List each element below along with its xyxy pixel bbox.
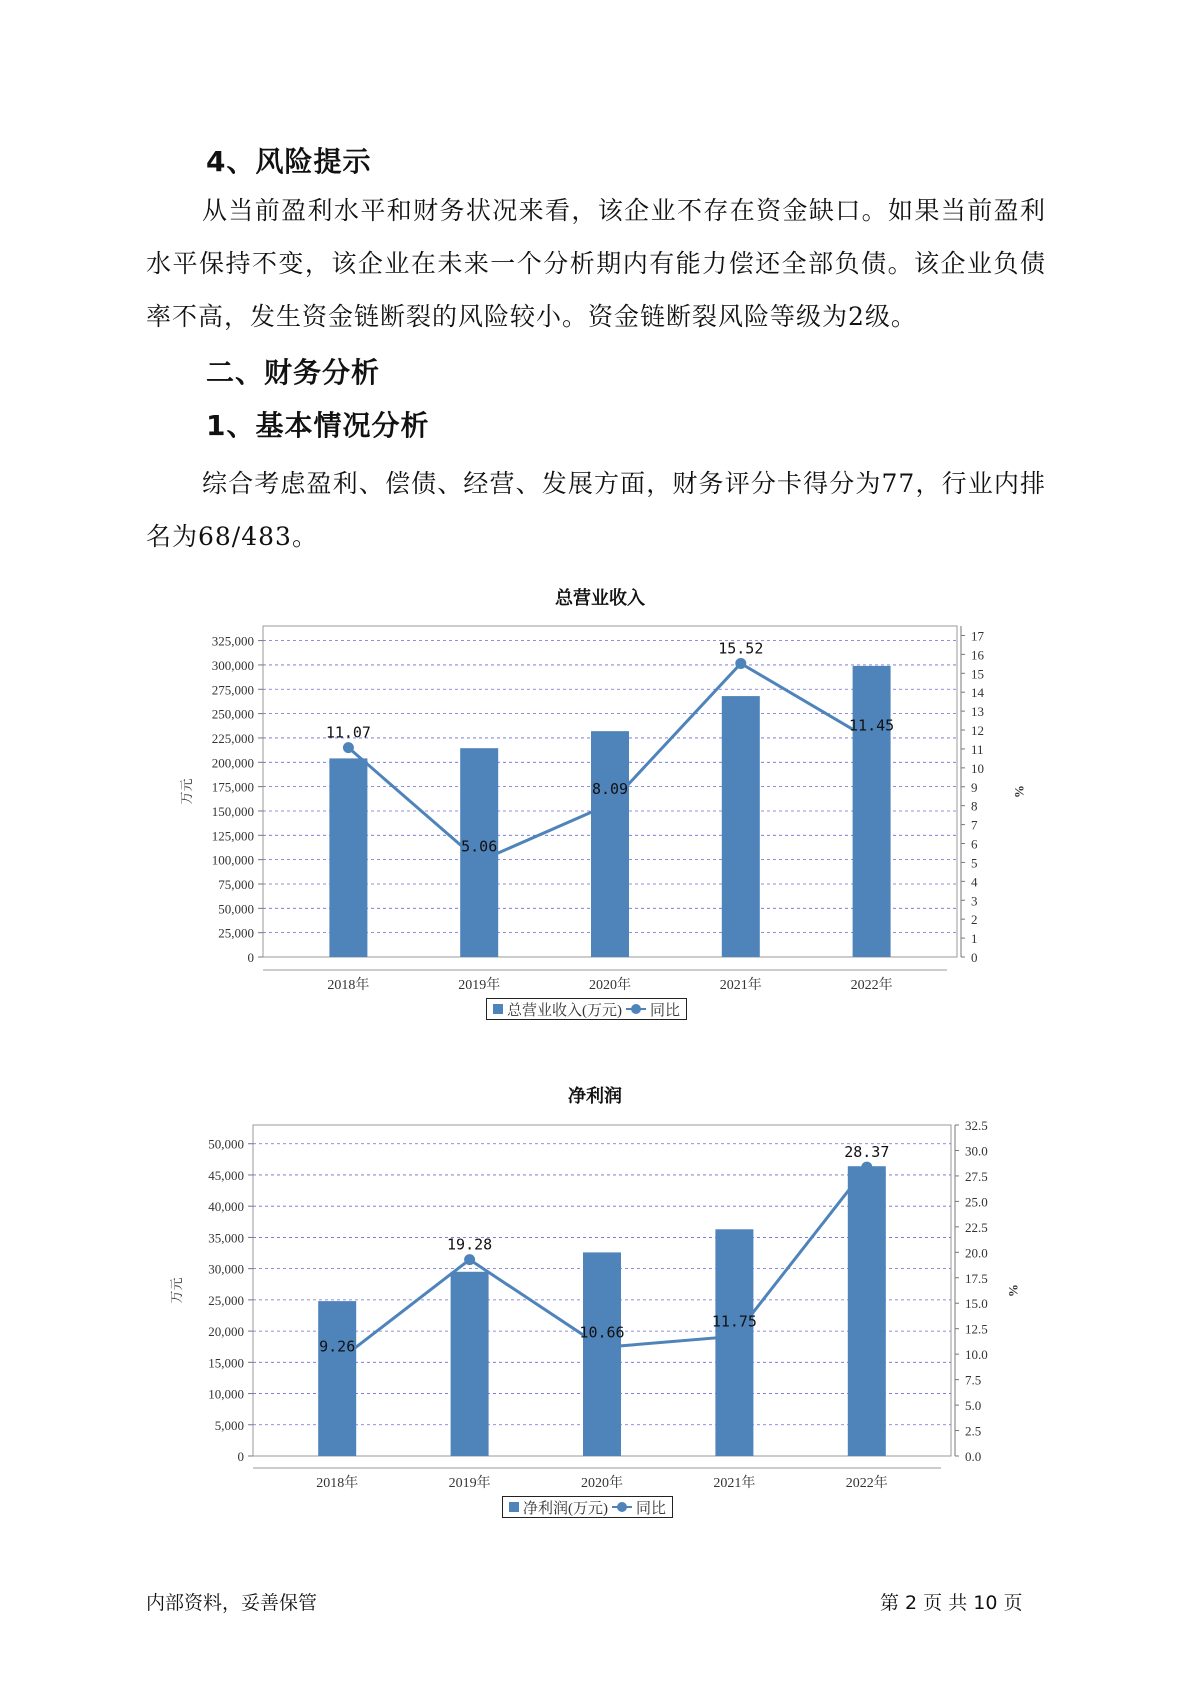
y2-tick-label: 8 (971, 798, 978, 814)
y2-tick-label: 2.5 (965, 1423, 982, 1439)
y2-tick-label: 30.0 (965, 1143, 988, 1159)
legend-line-label: 同比 (650, 1002, 681, 1019)
bar (451, 1272, 489, 1456)
y2-tick-label: 7 (971, 817, 978, 833)
y2-tick-label: 0 (971, 950, 978, 965)
y2-tick-label: 16 (971, 647, 984, 663)
y-tick-label: 250,000 (211, 706, 254, 722)
yoy-point (464, 1254, 475, 1265)
y-tick-label: 225,000 (211, 730, 254, 746)
y-tick-label: 30,000 (208, 1261, 244, 1277)
y2-tick-label: 0.0 (965, 1449, 982, 1464)
yoy-point (861, 1162, 872, 1173)
bar (318, 1301, 356, 1456)
yoy-point (332, 1356, 343, 1367)
y-tick-label: 75,000 (218, 876, 254, 892)
y2-tick-label: 25.0 (965, 1194, 988, 1210)
y-tick-label: 275,000 (211, 682, 254, 698)
y-tick-label: 35,000 (208, 1230, 244, 1246)
y-tick-label: 0 (247, 950, 254, 965)
legend-line-swatch (612, 1502, 632, 1512)
y2-tick-label: 15.0 (965, 1296, 988, 1312)
basic-paragraph: 综合考虑盈利、偿债、经营、发展方面，财务评分卡得分为77，行业内排名为68/483。 (146, 469, 1046, 551)
y2-tick-label: 1 (971, 931, 978, 947)
finance-heading: 二、财务分析 (206, 356, 381, 389)
y-tick-label: 50,000 (208, 1136, 244, 1152)
y2-tick-label: 10 (971, 760, 984, 776)
yoy-data-label: 9.26 (319, 1337, 356, 1356)
y2-tick-label: 22.5 (965, 1219, 988, 1235)
y2-tick-label: 27.5 (965, 1168, 988, 1184)
y2-tick-label: 17.5 (965, 1270, 988, 1286)
x-tick-label: 2022年 (850, 978, 893, 993)
footer-confidential: 内部资料，妥善保管 (146, 1592, 318, 1614)
footer-page-number: 第 2 页 共 10 页 (880, 1592, 1023, 1614)
y-axis-label: 万元 (169, 1277, 184, 1304)
y2-tick-label: 10.0 (965, 1347, 988, 1363)
yoy-data-label: 11.75 (711, 1312, 757, 1331)
legend-bar-label: 净利润(万元) (523, 1500, 608, 1517)
y-tick-label: 300,000 (211, 657, 254, 673)
y-tick-label: 0 (237, 1449, 244, 1464)
yoy-data-label: 8.09 (591, 779, 629, 798)
x-tick-label: 2019年 (448, 1476, 491, 1491)
y2-tick-label: 6 (971, 836, 978, 852)
y-tick-label: 200,000 (211, 755, 254, 771)
y2-tick-label: 12.5 (965, 1321, 988, 1337)
yoy-data-label: 10.66 (579, 1323, 625, 1342)
y2-tick-label: 20.0 (965, 1245, 988, 1261)
risk-heading: 4、风险提示 (206, 145, 372, 178)
y-tick-label: 20,000 (208, 1324, 244, 1340)
y2-tick-label: 5.0 (965, 1398, 982, 1414)
revenue-chart-title: 总营业收入 (555, 588, 645, 609)
y-tick-label: 150,000 (211, 803, 254, 819)
yoy-data-label: 19.28 (447, 1235, 493, 1254)
y-tick-label: 10,000 (208, 1386, 244, 1402)
legend-bar-swatch (509, 1502, 519, 1512)
legend-bar-label: 总营业收入(万元) (507, 1002, 622, 1019)
y2-tick-label: 13 (971, 704, 984, 720)
bar (715, 1229, 753, 1456)
basic-heading: 1、基本情况分析 (206, 409, 430, 442)
y-tick-label: 25,000 (218, 925, 254, 941)
x-tick-label: 2021年 (713, 1476, 756, 1491)
x-tick-label: 2019年 (458, 978, 501, 993)
y-axis-label: 万元 (179, 778, 194, 805)
y-tick-label: 50,000 (218, 901, 254, 917)
risk-paragraph: 从当前盈利水平和财务状况来看，该企业不存在资金缺口。如果当前盈利水平保持不变，该企业在未来一个分析期内有能力偿还全部负债。该企业负债率不高，发生资金链断裂的风险较小。资金链断裂风险等级为2级。 (146, 196, 1046, 331)
y2-tick-label: 32.5 (965, 1118, 988, 1133)
y2-tick-label: 2 (971, 912, 978, 928)
bar (848, 1166, 886, 1456)
x-tick-label: 2018年 (316, 1476, 359, 1491)
yoy-data-label: 28.37 (844, 1143, 890, 1162)
y-tick-label: 325,000 (211, 633, 254, 649)
y-tick-label: 5,000 (214, 1417, 244, 1433)
profit-chart-title: 净利润 (568, 1086, 622, 1107)
yoy-point (597, 1342, 608, 1353)
y2-axis-label: % (1012, 785, 1027, 798)
y-tick-label: 25,000 (208, 1292, 244, 1308)
y2-tick-label: 7.5 (965, 1372, 982, 1388)
bar (583, 1252, 621, 1456)
x-tick-label: 2020年 (589, 978, 631, 993)
y2-tick-label: 9 (971, 779, 978, 795)
yoy-point (729, 1331, 740, 1342)
y-tick-label: 15,000 (208, 1355, 244, 1371)
x-tick-label: 2021年 (719, 978, 762, 993)
y-tick-label: 40,000 (208, 1199, 244, 1215)
legend-line-label: 同比 (636, 1500, 667, 1517)
x-tick-label: 2020年 (581, 1476, 623, 1491)
yoy-data-label: 5.06 (461, 837, 498, 856)
y2-tick-label: 15 (971, 666, 984, 682)
y-tick-label: 100,000 (211, 852, 254, 868)
x-tick-label: 2022年 (845, 1476, 888, 1491)
profit-chart-legend (502, 1496, 673, 1518)
y2-tick-label: 17 (971, 628, 984, 644)
y2-axis-label: % (1006, 1284, 1021, 1297)
y2-tick-label: 3 (971, 893, 978, 909)
y2-tick-label: 12 (971, 723, 984, 739)
y2-tick-label: 11 (971, 741, 984, 757)
y-tick-label: 45,000 (208, 1167, 244, 1183)
yoy-data-label: 11.07 (325, 723, 371, 742)
y2-tick-label: 4 (971, 874, 978, 890)
x-tick-label: 2018年 (327, 978, 370, 993)
yoy-data-label: 15.52 (718, 639, 764, 658)
y-tick-label: 125,000 (211, 828, 254, 844)
y-tick-label: 175,000 (211, 779, 254, 795)
yoy-data-label: 11.45 (849, 716, 895, 735)
y2-tick-label: 5 (971, 855, 978, 871)
y2-tick-label: 14 (971, 685, 984, 701)
